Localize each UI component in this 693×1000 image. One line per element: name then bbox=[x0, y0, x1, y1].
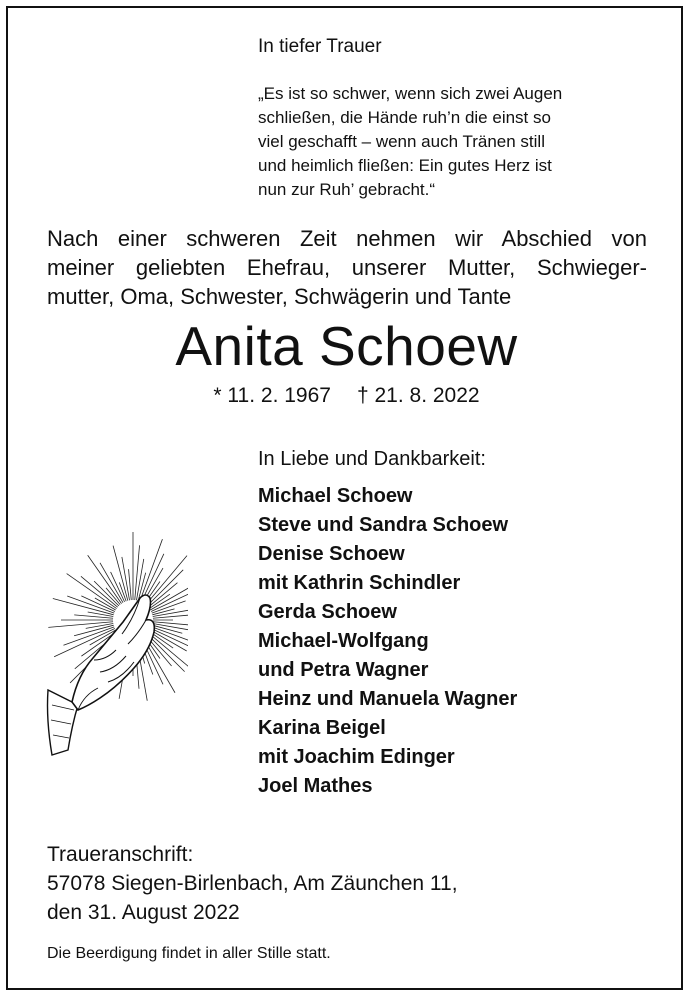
address-label: Traueranschrift: bbox=[47, 843, 194, 866]
poem bbox=[258, 82, 658, 202]
mourner-name: Michael-Wolfgang bbox=[258, 630, 429, 652]
announcement-line: mutter, Oma, Schwester, Schwägerin und Tante bbox=[47, 284, 512, 309]
poem-line: schließen, die Hände ruh’n die einst so bbox=[258, 108, 551, 127]
life-dates bbox=[0, 384, 693, 408]
poem-line: und heimlich fließen: Ein gutes Herz ist bbox=[258, 156, 552, 175]
address-street: 57078 Siegen-Birlenbach, Am Zäunchen 11, bbox=[47, 872, 458, 895]
announcement bbox=[47, 224, 647, 311]
address-date: den 31. August 2022 bbox=[47, 901, 240, 924]
death-date: † 21. 8. 2022 bbox=[356, 384, 480, 407]
mourner-name: Michael Schoew bbox=[258, 485, 413, 507]
deceased-name: Anita Schoew bbox=[175, 315, 518, 377]
poem-line: viel geschafft – wenn auch Tränen still bbox=[258, 132, 545, 151]
mourner-name: Denise Schoew bbox=[258, 543, 405, 565]
mourner-name: mit Joachim Edinger bbox=[258, 746, 455, 768]
funeral-note: Die Beerdigung findet in aller Stille statt. bbox=[47, 945, 331, 962]
intro-heading: In tiefer Trauer bbox=[258, 36, 382, 57]
birth-date: * 11. 2. 1967 bbox=[213, 384, 331, 407]
mourner-name: Karina Beigel bbox=[258, 717, 386, 739]
mourner-name: Steve und Sandra Schoew bbox=[258, 514, 509, 536]
poem-line: nun zur Ruh’ gebracht.“ bbox=[258, 180, 436, 199]
mourner-name: Gerda Schoew bbox=[258, 601, 397, 623]
mourners-list bbox=[258, 482, 517, 801]
mourner-name: Joel Mathes bbox=[258, 775, 373, 797]
announcement-line: meiner geliebten Ehefrau, unserer Mutter, Schwieger- bbox=[47, 255, 647, 280]
mourner-name: und Petra Wagner bbox=[258, 659, 429, 681]
mourner-name: mit Kathrin Schindler bbox=[258, 572, 461, 594]
announcement-line: Nach einer schweren Zeit nehmen wir Abschied von bbox=[47, 226, 647, 251]
thanks-line: In Liebe und Dankbarkeit: bbox=[258, 448, 486, 470]
mourner-name: Heinz und Manuela Wagner bbox=[258, 688, 518, 710]
poem-line: „Es ist so schwer, wenn sich zwei Augen bbox=[258, 84, 563, 103]
mourning-address bbox=[47, 840, 458, 927]
praying-hands-icon bbox=[38, 510, 188, 760]
